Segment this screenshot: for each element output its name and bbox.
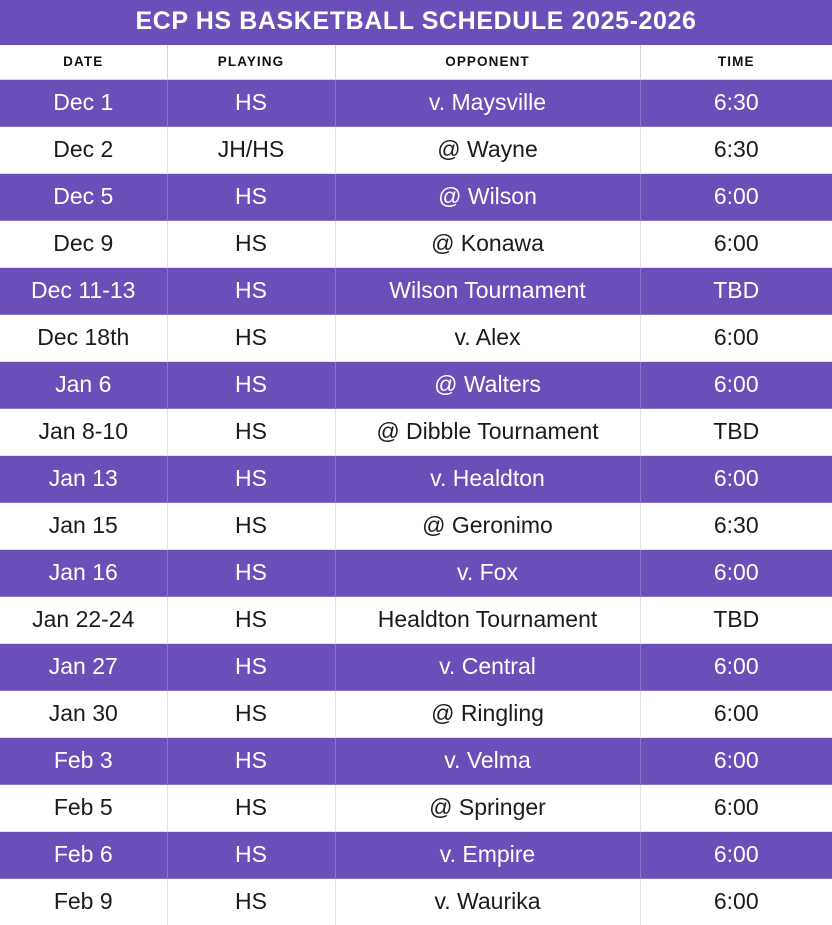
game-time: 6:00: [640, 455, 832, 502]
game-playing-level: HS: [167, 314, 335, 361]
table-row: [0, 878, 832, 925]
game-opponent: @ Dibble Tournament: [335, 408, 640, 455]
game-date: Dec 11-13: [0, 267, 167, 314]
table-row: [0, 267, 832, 314]
column-header-date: DATE: [0, 45, 167, 80]
game-playing-level: HS: [167, 737, 335, 784]
game-date: Dec 9: [0, 220, 167, 267]
game-date: Feb 6: [0, 831, 167, 878]
table-row: [0, 549, 832, 596]
game-playing-level: HS: [167, 502, 335, 549]
game-playing-level: HS: [167, 79, 335, 126]
game-opponent: @ Wayne: [335, 126, 640, 173]
game-time: 6:00: [640, 737, 832, 784]
game-playing-level: HS: [167, 784, 335, 831]
game-playing-level: HS: [167, 455, 335, 502]
game-date: Jan 15: [0, 502, 167, 549]
game-playing-level: HS: [167, 408, 335, 455]
table-row: [0, 502, 832, 549]
schedule-table: [0, 45, 832, 925]
game-opponent: @ Ringling: [335, 690, 640, 737]
game-playing-level: HS: [167, 173, 335, 220]
game-time: 6:00: [640, 220, 832, 267]
game-date: Dec 18th: [0, 314, 167, 361]
game-date: Jan 22-24: [0, 596, 167, 643]
game-playing-level: HS: [167, 690, 335, 737]
table-row: [0, 361, 832, 408]
game-opponent: v. Central: [335, 643, 640, 690]
game-time: 6:00: [640, 878, 832, 925]
game-opponent: v. Empire: [335, 831, 640, 878]
game-date: Feb 9: [0, 878, 167, 925]
game-time: 6:00: [640, 784, 832, 831]
game-opponent: @ Walters: [335, 361, 640, 408]
game-time: 6:00: [640, 173, 832, 220]
game-opponent: v. Fox: [335, 549, 640, 596]
page-title: ECP HS BASKETBALL SCHEDULE 2025-2026: [0, 0, 832, 45]
game-playing-level: HS: [167, 361, 335, 408]
game-time: 6:30: [640, 79, 832, 126]
game-date: Jan 13: [0, 455, 167, 502]
column-header-playing: PLAYING: [167, 45, 335, 80]
game-date: Jan 16: [0, 549, 167, 596]
game-opponent: Healdton Tournament: [335, 596, 640, 643]
game-time: 6:00: [640, 690, 832, 737]
game-playing-level: HS: [167, 643, 335, 690]
game-opponent: v. Healdton: [335, 455, 640, 502]
game-date: Jan 6: [0, 361, 167, 408]
game-opponent: v. Maysville: [335, 79, 640, 126]
game-playing-level: HS: [167, 596, 335, 643]
game-opponent: v. Velma: [335, 737, 640, 784]
game-time: 6:00: [640, 361, 832, 408]
column-header-opponent: OPPONENT: [335, 45, 640, 80]
table-header-row: [0, 45, 832, 80]
game-date: Dec 2: [0, 126, 167, 173]
table-header: [0, 45, 832, 80]
game-playing-level: HS: [167, 831, 335, 878]
table-row: [0, 79, 832, 126]
table-row: [0, 314, 832, 361]
game-date: Feb 5: [0, 784, 167, 831]
game-opponent: @ Konawa: [335, 220, 640, 267]
game-date: Jan 27: [0, 643, 167, 690]
game-time: 6:30: [640, 502, 832, 549]
table-row: [0, 173, 832, 220]
game-date: Jan 8-10: [0, 408, 167, 455]
game-playing-level: HS: [167, 878, 335, 925]
table-row: [0, 220, 832, 267]
game-date: Dec 5: [0, 173, 167, 220]
column-header-time: TIME: [640, 45, 832, 80]
game-opponent: @ Wilson: [335, 173, 640, 220]
table-row: [0, 690, 832, 737]
game-opponent: v. Waurika: [335, 878, 640, 925]
game-time: 6:00: [640, 643, 832, 690]
game-time: 6:00: [640, 314, 832, 361]
table-row: [0, 126, 832, 173]
game-playing-level: HS: [167, 549, 335, 596]
table-body: [0, 79, 832, 925]
game-playing-level: HS: [167, 267, 335, 314]
game-playing-level: HS: [167, 220, 335, 267]
table-row: [0, 596, 832, 643]
game-time: TBD: [640, 267, 832, 314]
game-opponent: @ Springer: [335, 784, 640, 831]
game-date: Jan 30: [0, 690, 167, 737]
game-time: TBD: [640, 408, 832, 455]
game-time: 6:00: [640, 831, 832, 878]
game-opponent: @ Geronimo: [335, 502, 640, 549]
table-row: [0, 737, 832, 784]
table-row: [0, 831, 832, 878]
game-opponent: Wilson Tournament: [335, 267, 640, 314]
table-row: [0, 408, 832, 455]
game-opponent: v. Alex: [335, 314, 640, 361]
game-time: 6:00: [640, 549, 832, 596]
table-row: [0, 643, 832, 690]
game-time: 6:30: [640, 126, 832, 173]
game-time: TBD: [640, 596, 832, 643]
table-row: [0, 784, 832, 831]
game-playing-level: JH/HS: [167, 126, 335, 173]
game-date: Feb 3: [0, 737, 167, 784]
game-date: Dec 1: [0, 79, 167, 126]
table-row: [0, 455, 832, 502]
